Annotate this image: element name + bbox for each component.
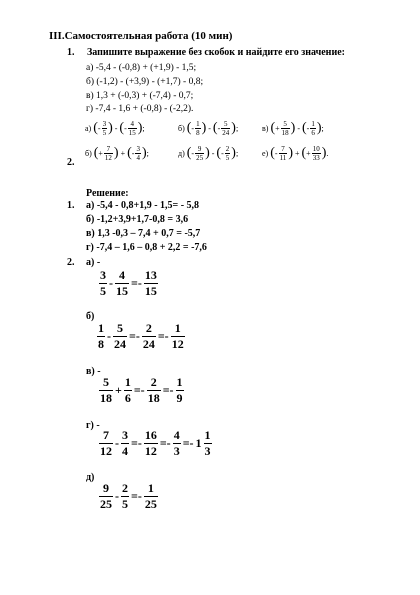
task2-exercise-d: д) (- $\frac{9}{25}$ ) - (- $\frac{2}{5}$ );: [178, 145, 239, 162]
solution1-line-a: а) -5,4 - 0,8+1,9 - 1,5= - 5,8: [86, 200, 200, 211]
solution1-line-b: б) -1,2+3,9+1,7-0,8 = 3,6: [86, 214, 189, 225]
task1-expr-g: г) -7,4 - 1,6 + (-0,8) - (-2,2).: [86, 104, 194, 114]
solution2-label-b: б): [86, 311, 95, 322]
task1-number: 1.: [67, 47, 75, 58]
solution2-number: 2.: [67, 257, 75, 268]
task1-expr-a: а) -5,4 - (-0,8) + (+1,9) - 1,5;: [86, 63, 197, 73]
task2-number: 2.: [67, 157, 75, 168]
task2-exercise-g: б) (+ $\frac{7}{12}$ ) + (- $\frac{3}{4}$ );: [85, 145, 149, 162]
solution2-label-a: а) -: [86, 257, 101, 268]
solution1-number: 1.: [67, 200, 75, 211]
solution1-line-v: в) 1,3 -0,3 – 7,4 + 0,7 = -5,7: [86, 228, 201, 239]
task2-exercise-e: е) (- $\frac{7}{11}$ ) + (+ $\frac{10}{33}$ ).: [262, 145, 329, 162]
task2-exercise-a: а) (- $\frac{3}{5}$ ) - (- $\frac{4}{15}$ );: [85, 120, 145, 137]
solution2-a-expression: $\frac{3}{5}$ - $\frac{4}{15}$ =- $\frac{13}{15}$: [100, 268, 157, 298]
solution1-line-g: г) -7,4 – 1,6 – 0,8 + 2,2 = -7,6: [86, 242, 207, 253]
solution2-b-expression: $\frac{1}{8}$ - $\frac{5}{24}$ =- $\frac{2}{24}$ =- $\frac{1}{12}$: [98, 321, 184, 351]
solution2-label-v: в) -: [86, 366, 101, 377]
solution2-g-expression: $\frac{7}{12}$ - $\frac{3}{4}$ =- $\frac{16}{12}$ =- $\frac{4}{3}$ =- 1 $\frac{1}{3}$: [100, 428, 211, 458]
task1-expr-v: в) 1,3 + (-0,3) + (-7,4) - 0,7;: [86, 91, 194, 101]
task1-instruction: Запишите выражение без скобок и найдите его значение:: [87, 47, 345, 58]
solution2-v-expression: $\frac{5}{18}$ + $\frac{1}{6}$ =- $\frac{2}{18}$ =- $\frac{1}{9}$: [100, 375, 183, 405]
task2-exercise-v: в) (+ $\frac{5}{18}$ ) - (- $\frac{1}{6}$ );: [262, 120, 324, 137]
solution2-d-expression: $\frac{9}{25}$ - $\frac{2}{5}$ =- $\frac{1}{25}$: [100, 481, 157, 511]
solution2-label-d: д): [86, 472, 95, 483]
task1-expr-b: б) (-1,2) - (+3,9) - (+1,7) - 0,8;: [86, 77, 204, 87]
page-title: III.Самостоятельная работа (10 мин): [49, 30, 233, 42]
task2-exercise-b: б) (- $\frac{1}{8}$ ) - (- $\frac{5}{24}$ );: [178, 120, 239, 137]
solution-heading: Решение:: [86, 188, 129, 199]
solution2-label-g: г) -: [86, 420, 100, 431]
